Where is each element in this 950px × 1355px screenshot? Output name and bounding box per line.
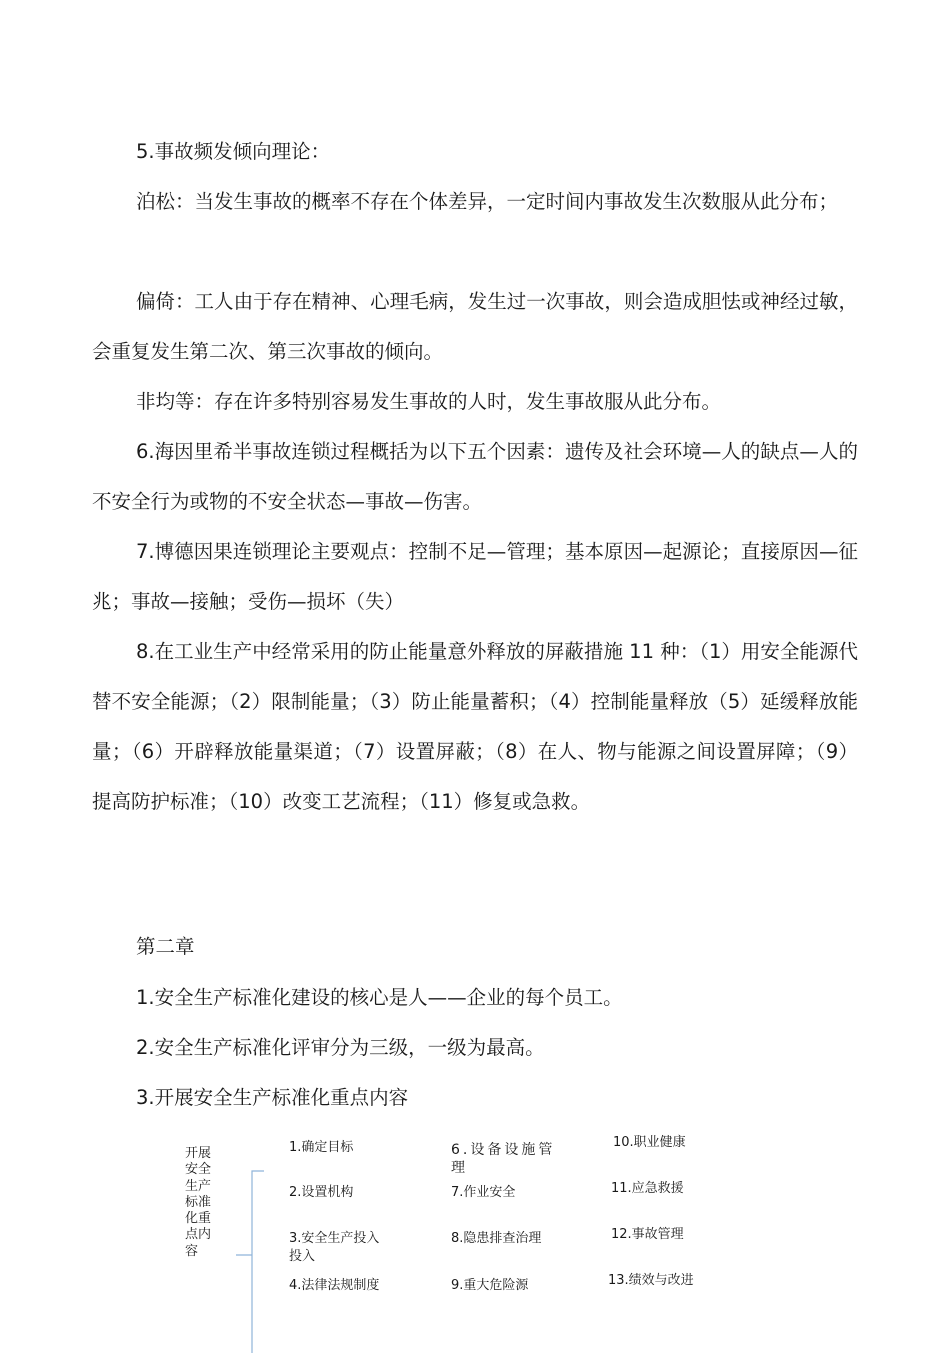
diagram-item-9: 9.重大危险源	[451, 1278, 529, 1293]
diagram-item-4: 4.法律法规制度	[289, 1278, 380, 1293]
item6-paragraph: 6.海因里希半事故连锁过程概括为以下五个因素：遗传及社会环境—人的缺点—人的不安全行为或物的不安全状态—事故—伤害。	[92, 440, 858, 513]
diagram-item-8: 8.隐患排查治理	[451, 1231, 542, 1246]
diagram-item-10: 10.职业健康	[613, 1135, 686, 1150]
chapter2-item2: 2.安全生产标准化评审分为三级，一级为最高。	[136, 1036, 545, 1059]
biased-paragraph: 偏倚：工人由于存在精神、心理毛病，发生过一次事故，则会造成胆怯或神经过敏，会重复发生第二次、第三次事故的倾向。	[92, 290, 858, 363]
diagram-item-6: 6.设备设施管理	[451, 1142, 556, 1176]
item8-paragraph: 8.在工业生产中经常采用的防止能量意外释放的屏蔽措施 11 种：（1）用安全能源代替不安全能源；（2）限制能量；（3）防止能量蓄积；（4）控制能量释放（5）延缓释放能量；（6）开辟释放能量渠道；（7）设置屏蔽；（8）在人、物与能源之间设置屏障；（9）提高防护标准；（10）改变工艺流程；（11）修复或急救。	[92, 640, 858, 813]
chapter2-item1: 1.安全生产标准化建设的核心是人——企业的每个员工。	[136, 986, 623, 1009]
diagram-item-3: 3.安全生产投入投入	[289, 1231, 380, 1264]
diagram-brace	[228, 1165, 268, 1355]
item5-heading: 5.事故频发倾向理论：	[136, 140, 331, 163]
diagram-item-2: 2.设置机构	[289, 1185, 354, 1200]
diagram-item-1: 1.确定目标	[289, 1140, 354, 1155]
diagram-item-7: 7.作业安全	[451, 1185, 516, 1200]
chapter2-item3: 3.开展安全生产标准化重点内容	[136, 1086, 409, 1109]
poisson-paragraph: 泊松：当发生事故的概率不存在个体差异，一定时间内事故发生次数服从此分布；	[136, 190, 839, 213]
nonuniform-paragraph: 非均等：存在许多特别容易发生事故的人时，发生事故服从此分布。	[136, 390, 722, 413]
diagram-item-12: 12.事故管理	[611, 1227, 684, 1242]
item7-paragraph: 7.博德因果连锁理论主要观点：控制不足—管理；基本原因—起源论；直接原因—征兆；事故—接触；受伤—损坏（失）	[92, 540, 858, 613]
diagram-root-label: 开展安全生产标准化重点内容	[185, 1146, 212, 1259]
diagram-item-13: 13.绩效与改进	[608, 1273, 694, 1288]
chapter2-title: 第二章	[136, 935, 195, 958]
diagram-item-11: 11.应急救援	[611, 1181, 684, 1196]
